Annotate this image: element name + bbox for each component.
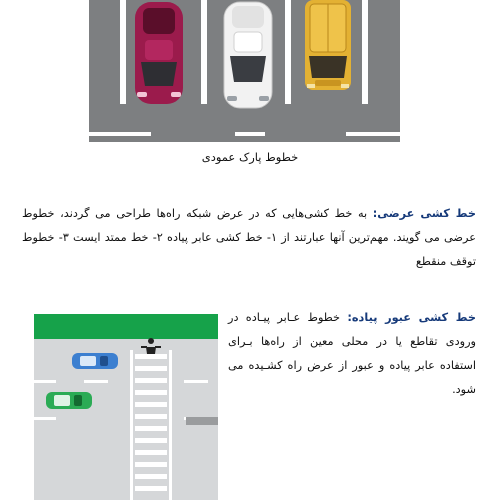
lane-dash	[34, 417, 56, 420]
pedestrian-crosswalk-illustration	[34, 314, 218, 500]
parking-stall-line	[362, 0, 368, 104]
blue-car	[72, 353, 118, 369]
green-median-bar	[34, 314, 218, 339]
figure-caption-perpendicular-parking: خطوط پارک عمودی	[201, 150, 299, 164]
crosswalk-edge-line	[130, 350, 133, 500]
lane-dash	[184, 380, 208, 383]
road-edge-bar	[186, 417, 218, 425]
road-edge-dash	[235, 132, 265, 136]
crosswalk-edge-line	[169, 350, 172, 500]
maroon-car	[135, 2, 183, 104]
paragraph-line: به خط کشی‌هایی که در عرض شبکه راه‌ها طراحی می گردند،	[60, 207, 368, 220]
green-car	[46, 392, 92, 409]
lane-dash	[84, 380, 108, 383]
yellow-car	[305, 0, 351, 90]
term-crosswalk-lines: خط کشی عبور پیاده:	[347, 311, 477, 324]
parking-stall-line	[285, 0, 291, 104]
perpendicular-parking-illustration	[89, 0, 400, 142]
term-transverse-lines: خط کشی عرضی:	[372, 207, 476, 220]
paragraph-crosswalk-lines	[228, 306, 476, 402]
paragraph-line: خطوط عـابر پیـاده در	[228, 311, 341, 324]
parking-stall-line	[120, 0, 126, 104]
paragraph-line: استفاده عابر پیاده و عبور از عرض راه کشـیده	[248, 359, 476, 372]
white-car	[224, 2, 272, 108]
paragraph-transverse-lines	[22, 202, 476, 274]
lane-dash	[34, 380, 56, 383]
paragraph-line: ورودی تقاطع یا در محلی معین از راه‌ها بـرای	[228, 335, 476, 348]
parking-stall-line	[201, 0, 207, 104]
paragraph-line: می شود.	[228, 359, 476, 396]
paragraph-line: ممتد ایست ۳- خطوط توقف منقطع	[22, 231, 476, 268]
paragraph-line: خطوط عرضی می گویند. مهم‌ترین آنها عبارتند از ۱- خط کشی عابر پیاده ۲- خط	[22, 207, 476, 244]
road-edge-dash	[89, 132, 151, 136]
road-edge-dash	[346, 132, 400, 136]
